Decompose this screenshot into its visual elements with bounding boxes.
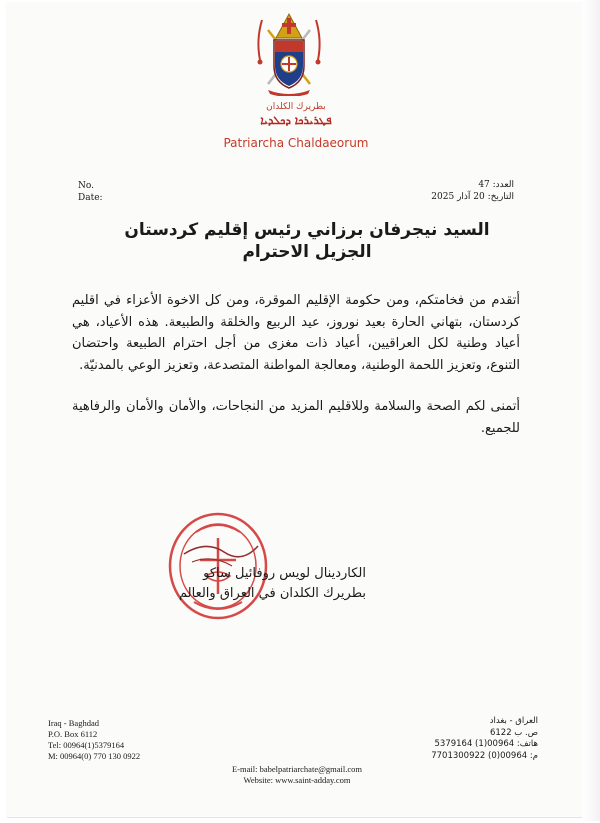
footer-email[interactable]: E-mail: babelpatriarchate@gmail.com — [231, 764, 363, 774]
reference-values-ar — [431, 179, 514, 203]
footer-tel-en: Tel: 00964(1)5379164 — [48, 740, 125, 750]
reference-number: العدد: 47 — [478, 180, 514, 190]
addressee-honorific: الجزيل الاحترام — [242, 242, 372, 262]
body-paragraph-1: أتقدم من فخامتكم، ومن حكومة الإقليم الموقرة، ومن كل الاخوة الأعزاء في اقليم كردستان، بتهاني الحارة بعيد نوروز، عيد الربيع والخلقة والطبيعة. هذه الأعياد، هي أعياد وطنية لكل العراقيين، أعياد ذات مغزى من أجل احترام الطبيعة واحتضان التنوع، وتعزيز اللحمة الوطنية، ومعالجة المواطنة المتصدعة، وتعزيز الوعي بالمدنيّة. — [72, 293, 520, 373]
letterhead-syriac-name: ܦܛܪܝܪܟܐ ܕܟܠܕܝܐ — [260, 114, 332, 127]
number-label: No. — [78, 181, 94, 191]
footer-tel-ar: هاتف: 00964(1) 5379164 — [434, 739, 538, 749]
signatory-name: الكاردينال لويس روفائيل ساكو — [203, 566, 366, 581]
footer-city-ar: العراق - بغداد — [489, 716, 538, 726]
footer-pobox-en: P.O. Box 6112 — [48, 729, 98, 739]
body-paragraph-2: أتمنى لكم الصحة والسلامة وللاقليم المزيد من النجاحات، والأمان والأمان والرفاهية للجميع. — [72, 399, 520, 436]
footer-city-en: Iraq - Baghdad — [48, 718, 99, 728]
letterhead-latin-name: Patriarcha Chaldaeorum — [223, 136, 369, 150]
letterhead-arabic-name: بطريرك الكلدان — [266, 102, 326, 112]
footer-address-en — [48, 718, 140, 762]
footer-mobile-en: M: 00964(0) 770 130 0922 — [48, 751, 141, 761]
page-edge — [582, 0, 600, 821]
reference-labels-en — [78, 180, 103, 204]
footer-mobile-ar: م: 00964(0) 7701300922 — [431, 750, 538, 761]
footer-address-ar — [431, 716, 538, 762]
date-label: Date: — [78, 193, 103, 203]
reference-date: التاريخ: 20 آذار 2025 — [431, 192, 514, 202]
coat-of-arms-icon — [254, 10, 324, 96]
letter-body — [72, 290, 520, 459]
addressee-name: السيد نيجرفان برزاني رئيس إقليم كردستان — [124, 220, 490, 240]
footer-contact — [186, 764, 408, 786]
footer-website[interactable]: Website: www.saint-adday.com — [243, 775, 351, 785]
letter-page — [6, 2, 588, 817]
signatory-title: بطريرك الكلدان في العراق والعالم — [179, 586, 366, 601]
footer-pobox-ar: ص. ب 6122 — [489, 727, 538, 738]
